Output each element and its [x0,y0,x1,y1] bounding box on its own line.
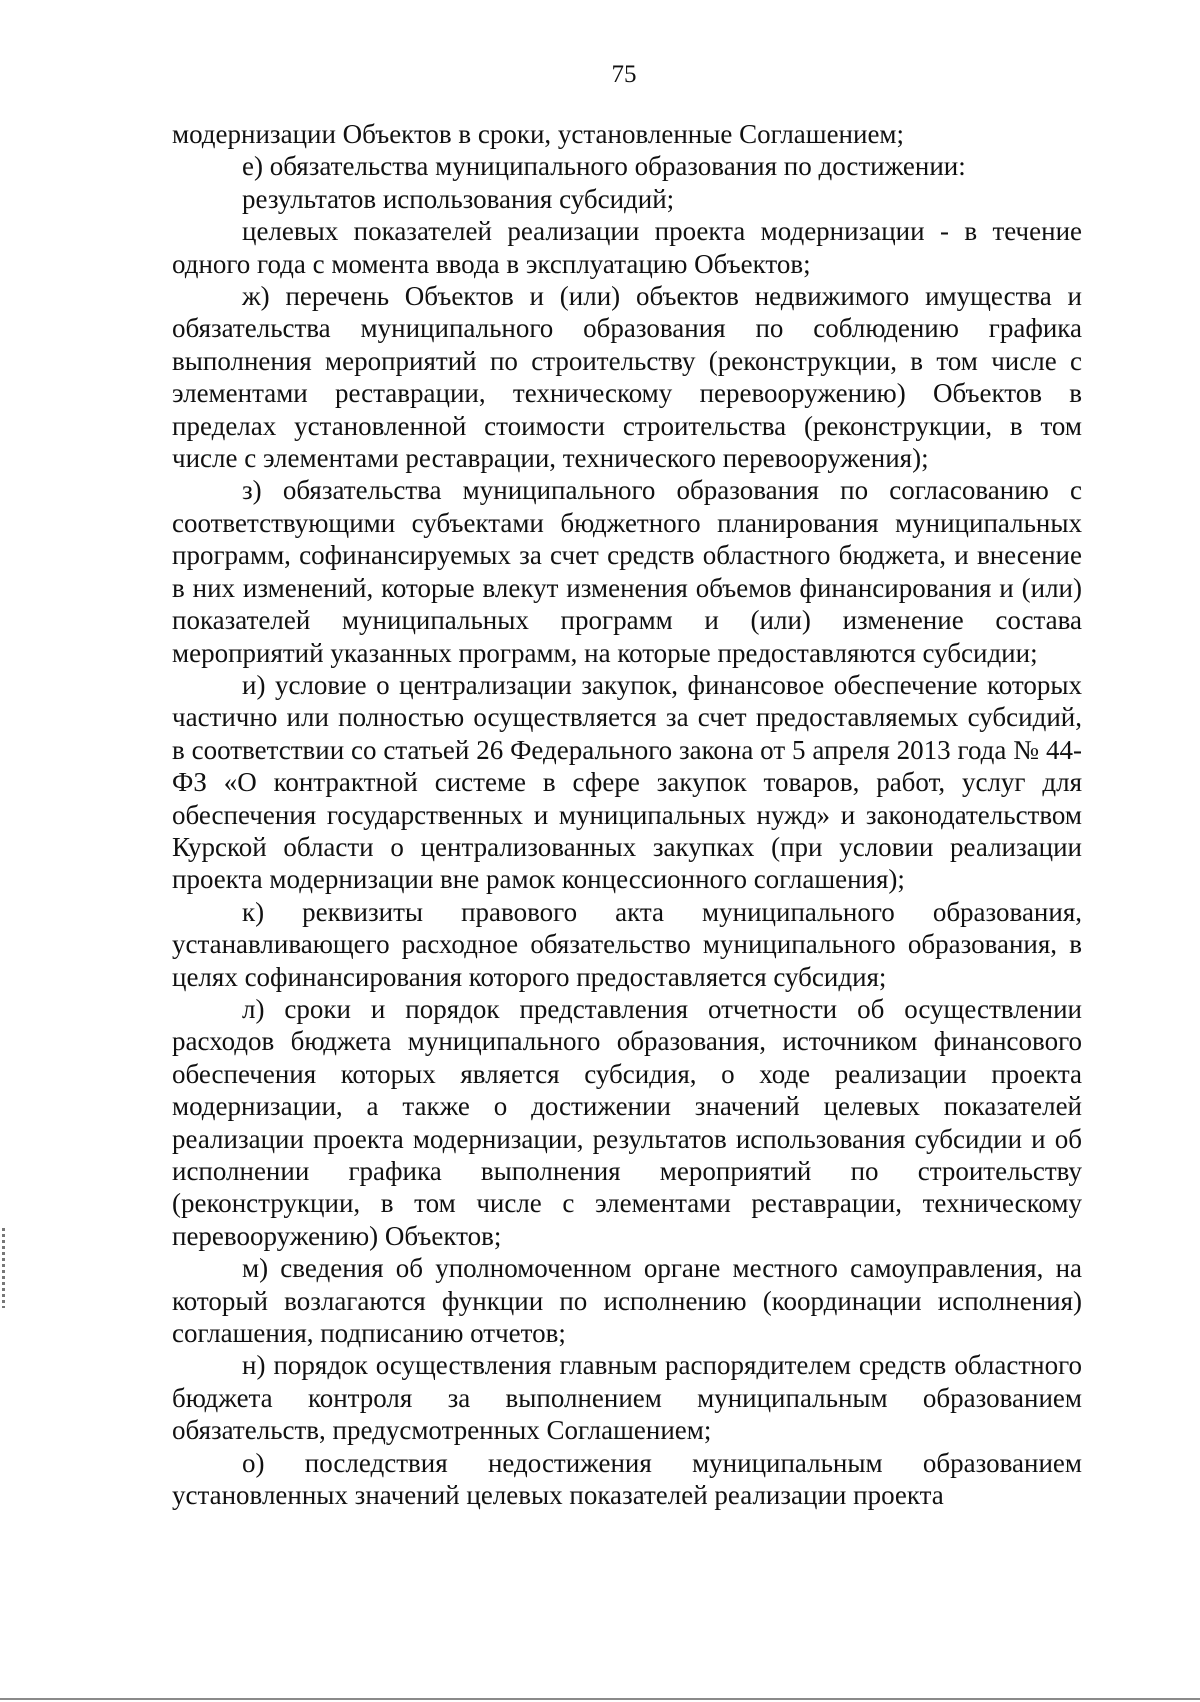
document-body [172,118,1082,1511]
paragraph-item-z: з) обязательства муниципального образования по согласованию с соответствующими субъектами бюджетного планирования муниципальных программ, софинансируемых за счет средств областного бюджета, и внесение в них изменений, которые влекут изменения объемов финансирования и (или) показателей муниципальных программ и (или) изменение состава мероприятий указанных программ, на которые предоставляются субсидии; [172,475,1082,668]
paragraph-item-l: л) сроки и порядок представления отчетности об осуществлении расходов бюджета муниципального образования, источником финансового обеспечения которых является субсидия, о ходе реализации проекта модернизации, а также о достижении значений целевых показателей реализации проекта модернизации, результатов использования субсидии и об исполнении графика выполнения мероприятий по строительству (реконструкции, в том числе с элементами реставрации, техническому перевооружению) Объектов; [172,993,1082,1251]
page-number: 75 [611,61,637,88]
paragraph-item-i: и) условие о централизации закупок, финансовое обеспечение которых частично или полностью осуществляется за счет предоставляемых субсидий, в соответствии со статьей 26 Федерального закона от 5 апреля 2013 года № 44-ФЗ «О контрактной системе в сфере закупок товаров, работ, услуг для обеспечения государственных и муниципальных нужд» и законодательством Курской области о централизованных закупках (при условии реализации проекта модернизации вне рамок концессионного соглашения); [172,669,1082,895]
paragraph-item-k: к) реквизиты правового акта муниципального образования, устанавливающего расходное обязательство муниципального образования, в целях софинансирования которого предоставляется субсидия; [172,896,1082,992]
paragraph-target-indicators: целевых показателей реализации проекта модернизации - в течение одного года с момента ввода в эксплуатацию Объектов; [172,216,1082,279]
paragraph-subsidy-results: результатов использования субсидий; [242,183,675,214]
paragraph-continuation: модернизации Объектов в сроки, установленные Соглашением; [172,119,905,149]
paragraph-item-m: м) сведения об уполномоченном органе местного самоуправления, на который возлагаются функции по исполнению (координации исполнения) соглашения, подписанию отчетов; [172,1253,1082,1349]
scan-bottom-edge [0,1698,1200,1700]
paragraph-item-zh: ж) перечень Объектов и (или) объектов недвижимого имущества и обязательства муниципального образования по соблюдению графика выполнения мероприятий по строительству (реконструкции, в том числе с элементами реставрации, техническому перевооружению) Объектов в пределах установленной стоимости строительства (реконструкции, в том числе с элементами реставрации, технического перевооружения); [172,281,1082,474]
scan-edge-mark [2,1228,5,1308]
paragraph-item-o: о) последствия недостижения муниципальным образованием установленных значений целевых показателей реализации проекта [172,1447,1082,1511]
paragraph-item-n: н) порядок осуществления главным распорядителем средств областного бюджета контроля за выполнением муниципальным образованием обязательств, предусмотренных Соглашением; [172,1350,1082,1446]
paragraph-item-e: е) обязательства муниципального образования по достижении: [242,151,966,182]
